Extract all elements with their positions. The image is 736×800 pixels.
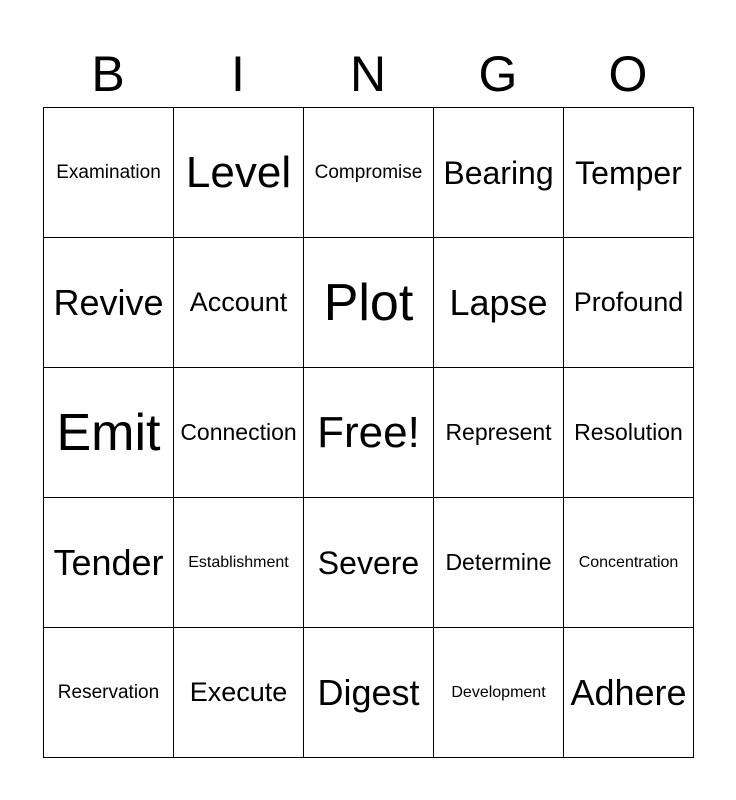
bingo-cell[interactable]: Emit	[44, 368, 174, 498]
bingo-cell[interactable]: Plot	[304, 238, 434, 368]
bingo-cell[interactable]: Temper	[564, 108, 694, 238]
bingo-cell[interactable]: Tender	[44, 498, 174, 628]
bingo-cell[interactable]: Development	[434, 628, 564, 758]
bingo-cell[interactable]: Profound	[564, 238, 694, 368]
bingo-cell[interactable]: Compromise	[304, 108, 434, 238]
bingo-board	[43, 107, 694, 758]
bingo-cell[interactable]: Connection	[174, 368, 304, 498]
header-letter-n: N	[349, 46, 387, 102]
bingo-cell[interactable]: Concentration	[564, 498, 694, 628]
bingo-cell[interactable]: Digest	[304, 628, 434, 758]
bingo-cell[interactable]: Level	[174, 108, 304, 238]
bingo-cell[interactable]: Execute	[174, 628, 304, 758]
bingo-cell[interactable]: Bearing	[434, 108, 564, 238]
bingo-cell[interactable]: Represent	[434, 368, 564, 498]
bingo-cell[interactable]: Establishment	[174, 498, 304, 628]
bingo-cell[interactable]: Severe	[304, 498, 434, 628]
bingo-cell[interactable]: Adhere	[564, 628, 694, 758]
bingo-header	[43, 40, 693, 108]
bingo-cell[interactable]: Determine	[434, 498, 564, 628]
bingo-cell[interactable]: Free!	[304, 368, 434, 498]
bingo-cell[interactable]: Examination	[44, 108, 174, 238]
bingo-cell[interactable]: Resolution	[564, 368, 694, 498]
header-letter-b: B	[91, 46, 125, 102]
header-letter-o: O	[608, 46, 648, 102]
bingo-cell[interactable]: Lapse	[434, 238, 564, 368]
bingo-cell[interactable]: Revive	[44, 238, 174, 368]
bingo-cell[interactable]: Reservation	[44, 628, 174, 758]
header-letter-g: G	[478, 46, 518, 102]
bingo-cell[interactable]: Account	[174, 238, 304, 368]
header-letter-i: I	[231, 46, 245, 102]
